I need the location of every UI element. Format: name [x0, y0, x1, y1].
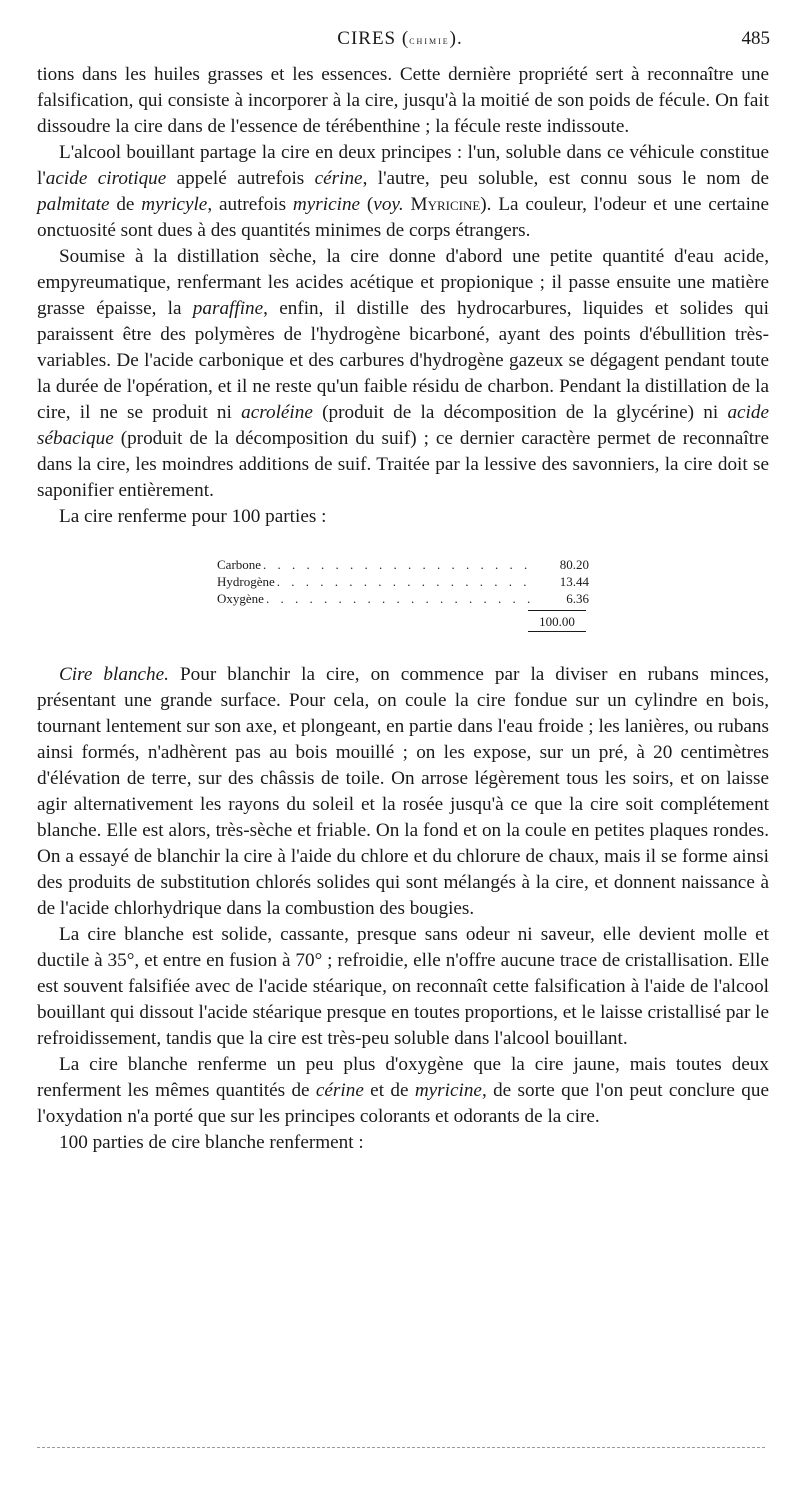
text-run: (produit de la décomposition du suif) ; ce dernier caractère permet de reconnaître dans la cire, les moindres additions de suif. Traitée par la lessive des savonniers, la cire doit se saponifier entièrement.	[37, 428, 769, 501]
term-myricine: myricine	[414, 1080, 482, 1101]
composition-table	[217, 556, 589, 632]
text-run: La cire blanche renferme un peu plus d'oxygène que la cire jaune, mais toutes deux renferment les mêmes quantités de	[37, 1054, 769, 1101]
paragraph-distillation	[37, 244, 769, 504]
text-run: , enfin, il distille des hydrocarbures, liquides et solides qui paraissent être des polymères de l'hydrogène bicarboné, ayant des points d'ébullition très-variables. De l'acide carbonique et des carbures d'hydrogène gazeux se dégagent pendant toute la durée de l'opération, et il ne reste qu'un faible résidu de charbon. Pendant la distillation de la cire, il ne se produit ni	[37, 298, 769, 423]
paragraph-proprietes: La cire blanche est solide, cassante, presque sans odeur ni saveur, elle devient molle et ductile à 35°, et entre en fusion à 70° ; refroidie, elle n'offre aucune trace de cristallisation. Elle est souvent falsifiée avec de l'acide stéarique, on reconnaît cette falsification à l'aide de l'alcool bouillant qui dissout l'acide stéarique presque en toutes proportions, et le laisse cristallisé par le refroidissement, tandis que la cire est très-peu soluble dans l'alcool bouillant.	[37, 924, 769, 1049]
text-run: , de sorte que l'on peut conclure que l'oxydation n'a porté que sur les principes colorants et odorants de la cire.	[37, 1080, 769, 1127]
composition-row	[217, 590, 589, 607]
composition-row	[217, 573, 589, 590]
running-header	[0, 28, 800, 58]
title-end: ).	[449, 28, 463, 49]
text-run: , l'autre, peu soluble, est connu sous le nom de	[362, 168, 769, 189]
element-value: 80.20	[559, 557, 589, 572]
text-run: L'alcool bouillant partage la cire en deux principes : l'un, soluble dans ce véhicule constitue l'	[37, 142, 769, 189]
bottom-rule	[37, 1447, 765, 1448]
text-run: Pour blanchir la cire, on commence par la diviser en rubans minces, présentant une grande surface. Pour cela, on coule la cire fondue sur un cylindre en bois, tournant lentement sur son axe, et plongeant, en partie dans l'eau froide ; les lanières, ou rubans ainsi formés, n'adhèrent pas au bois mouillé ; on les expose, sur un pré, à 20 centimètres d'élévation de terre, sur des châssis de toile. On arrose légèrement tous les soirs, et on laisse agir alternativement les rayons du soleil et la rosée jusqu'à ce que la cire soit complétement blanche. Elle est alors, très-sèche et friable. On la fond et on la coule en petites plaques rondes. On a essayé de blanchir la cire à l'aide du chlore et du chlorure de chaux, mais il se forme ainsi des produits de substitution chlorés solides qui sont mélangés à la cire, et donnent naissance à de l'acide chlorhydrique dans la combustion des bougies.	[37, 664, 770, 919]
title-main: CIRES (	[337, 28, 410, 49]
title-subject: chimie	[409, 33, 450, 47]
text-run: , autrefois	[207, 194, 293, 215]
dot-leader	[263, 556, 533, 573]
paragraph-composition-intro: La cire renferme pour 100 parties :	[59, 506, 327, 527]
text-run: (	[360, 194, 374, 215]
cross-reference-myricine: Myricine	[410, 194, 481, 215]
composition-row	[217, 556, 589, 573]
term-myricyle: myricyle	[141, 194, 208, 215]
paragraph-oxygene	[37, 1052, 769, 1130]
term-voy: voy.	[373, 194, 404, 215]
running-title	[0, 28, 800, 50]
term-cerine: cérine	[315, 1080, 364, 1101]
text-run: ). La couleur, l'odeur et une certaine onctuosité sont dues à des quantités minimes de corps étrangers.	[37, 194, 770, 241]
element-name: Hydrogène	[217, 574, 275, 589]
text-run: et de	[363, 1080, 415, 1101]
term-myricine: myricine	[292, 194, 361, 215]
section-heading-cire-blanche: Cire blanche.	[59, 664, 169, 685]
term-paraffine: paraffine	[192, 298, 264, 319]
paragraph-continuation: tions dans les huiles grasses et les essences. Cette dernière propriété sert à reconnaître une falsification, qui consiste à incorporer à la cire, jusqu'à la moitié de son poids de fécule. On fait dissoudre la cire dans de l'essence de térébenthine ; la fécule reste indissoute.	[37, 64, 769, 137]
text-run: (produit de la décomposition de la glycérine) ni	[312, 402, 728, 423]
page-body	[37, 62, 769, 1156]
composition-total: 100.00	[528, 610, 586, 632]
term-acide-cirotique: acide cirotique	[45, 168, 167, 189]
page-number: 485	[741, 28, 770, 49]
term-acide-sebacique: acide sébacique	[37, 402, 769, 449]
dot-leader	[277, 573, 533, 590]
text-run	[404, 194, 411, 215]
paragraph-cire-blanche	[37, 662, 769, 922]
text-run: appelé autrefois	[166, 168, 315, 189]
text-run: de	[109, 194, 142, 215]
dot-leader	[266, 590, 533, 607]
element-name: Carbone	[217, 557, 262, 572]
paragraph-alcool	[37, 140, 769, 244]
text-run: Soumise à la distillation sèche, la cire donne d'abord une petite quantité d'eau acide, empyreumatique, renfermant les acides acétique et propionique ; il passe ensuite une matière grasse épaisse, la	[37, 246, 769, 319]
term-acroleine: acroléine	[241, 402, 313, 423]
term-cerine: cérine	[314, 168, 363, 189]
element-name: Oxygène	[217, 591, 264, 606]
term-palmitate: palmitate	[37, 194, 110, 215]
paragraph-final-intro: 100 parties de cire blanche renferment :	[59, 1132, 364, 1153]
element-value: 6.36	[566, 591, 589, 606]
element-value: 13.44	[559, 574, 589, 589]
